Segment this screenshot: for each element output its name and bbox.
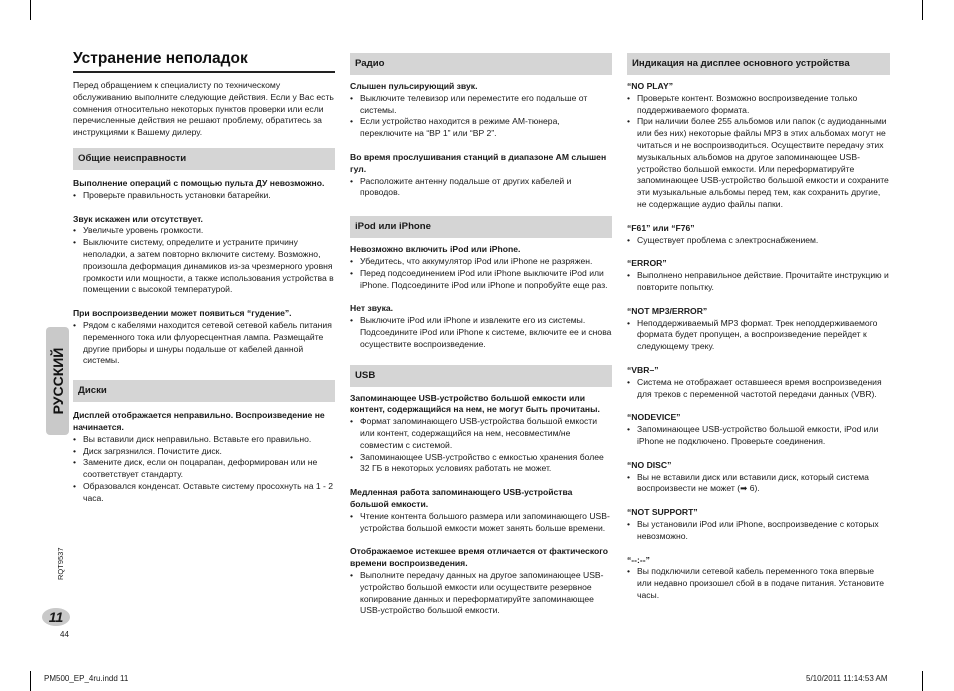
problem-title: “--:--”: [627, 554, 650, 565]
language-tab-label: РУССКИЙ: [49, 347, 66, 415]
section-discs: [73, 410, 335, 504]
solution-list: [627, 519, 890, 543]
problem-title: Запоминающее USB-устройство большой емкости или контент, содержащийся на нем, не могут быть прочитаны.: [350, 392, 600, 415]
problem-title: Медленная работа запоминающего USB-устройства большой емкости.: [350, 487, 573, 509]
section-heading-discs: Диски: [73, 380, 335, 402]
solution-list: [627, 270, 890, 294]
section-heading-usb: USB: [350, 365, 612, 387]
faq-item: [350, 546, 612, 617]
doc-code: RQT9537: [56, 547, 65, 580]
page-number: 11: [42, 608, 70, 626]
solution-list: [350, 511, 612, 535]
faq-item: [350, 303, 612, 350]
problem-title: “NO DISC”: [627, 459, 672, 470]
solution-item: • Проверьте контент. Возможно воспроизведение только поддерживаемого формата.: [627, 93, 890, 117]
solution-list: [627, 472, 890, 496]
faq-item: [627, 507, 890, 542]
column-1: [73, 80, 335, 505]
problem-title: Дисплей отображается неправильно. Воспроизведение не начинается.: [73, 410, 325, 432]
solution-list: [73, 434, 335, 505]
problem-title: “ERROR”: [627, 258, 667, 269]
language-tab: [46, 327, 69, 435]
crop-mark: [922, 671, 923, 691]
problem-title: Звук искажен или отсутствует.: [73, 213, 203, 224]
crop-mark: [922, 0, 923, 20]
solution-list: [73, 225, 335, 296]
solution-list: [350, 176, 612, 200]
footer-left: PM500_EP_4ru.indd 11: [44, 674, 129, 683]
solution-item: • Запоминающее USB-устройство с емкостью хранения более 32 ГБ в некоторых условиях работать не может.: [350, 452, 612, 476]
faq-item: [73, 308, 335, 367]
problem-title: “NO PLAY”: [627, 81, 674, 91]
solution-item: • Вы установили iPod или iPhone, воспроизведение с которых невозможно.: [627, 519, 890, 543]
solution-list: [627, 93, 890, 211]
solution-item: • Рядом с кабелями находится сетевой сетевой кабель питания переменного тока или флуоресцентная лампа. Размещайте другие приборы и шнуры подальше от кабелей данной системы.: [73, 320, 335, 367]
solution-item: • Вы не вставили диск или вставили диск, который система воспроизвести не может (➡ 6).: [627, 472, 890, 496]
faq-item: [350, 244, 612, 291]
solution-item: • Замените диск, если он поцарапан, деформирован или не соответствует стандарту.: [73, 457, 335, 481]
solution-item: • Выключите телевизор или переместите его подальше от системы.: [350, 93, 612, 117]
section-ipod: [350, 244, 612, 350]
faq-item: [73, 410, 335, 504]
solution-item: • Образовался конденсат. Оставьте систему просохнуть на 1 - 2 часа.: [73, 481, 335, 505]
problem-title: Выполнение операций с помощью пульта ДУ невозможно.: [73, 177, 325, 188]
problem-title: Невозможно включить iPod или iPhone.: [350, 244, 521, 255]
faq-item: [627, 223, 890, 247]
section-usb: [350, 393, 612, 618]
solution-item: • Увеличьте уровень громкости.: [73, 225, 335, 237]
solution-item: • Расположите антенну подальше от других кабелей и проводов.: [350, 176, 612, 200]
solution-item: • Вы вставили диск неправильно. Вставьте его правильно.: [73, 434, 335, 446]
page-small-number: 44: [60, 630, 69, 639]
problem-title: При воспроизведении может появиться “гудение”.: [73, 308, 292, 319]
faq-item: [73, 214, 335, 297]
solution-item: • Убедитесь, что аккумулятор iPod или iPhone не разряжен.: [350, 256, 612, 268]
solution-item: • Выключите систему, определите и устраните причину неполадки, а затем повторно включите систему. Возможно, произошла деформация динамиков из-за чрезмерного уровня громкости или мощности, а также использования устройства в помещении с высокой температурой.: [73, 237, 335, 296]
section-general: [73, 178, 335, 367]
solution-list: [627, 235, 890, 247]
solution-list: [350, 93, 612, 140]
faq-item: [350, 487, 612, 534]
solution-item: • Выключите iPod или iPhone и извлеките его из системы. Подсоедините iPod или iPhone к системе, включите ее и снова осуществите воспроизведение.: [350, 315, 612, 350]
solution-item: • Выполните передачу данных на другое запоминающее USB-устройство большой емкости или осуществите резервное копирование данных и переформатируйте запоминающее USB-устройство большой емкости.: [350, 570, 612, 617]
faq-item: [350, 393, 612, 476]
solution-item: • Существует проблема с электроснабжением.: [627, 235, 890, 247]
crop-mark: [30, 0, 31, 20]
faq-item: [350, 81, 612, 140]
section-radio: [350, 81, 612, 199]
solution-list: [73, 320, 335, 367]
solution-item: • Диск загрязнился. Почистите диск.: [73, 446, 335, 458]
solution-list: [350, 416, 612, 475]
problem-title: “NOT MP3/ERROR”: [627, 305, 708, 316]
faq-item: [627, 555, 890, 602]
footer-right: 5/10/2011 11:14:53 AM: [806, 674, 888, 683]
problem-title: Отображаемое истекшее время отличается от фактического времени воспроизведения.: [350, 546, 608, 569]
solution-item: • Вы подключили сетевой кабель переменного тока впервые или недавно произошел сбой в в подаче питания. Установите часы.: [627, 566, 890, 601]
solution-item: • Выполнено неправильное действие. Прочитайте инструкцию и повторите попытку.: [627, 270, 890, 294]
solution-list: [627, 318, 890, 353]
problem-title: “F61” или “F76”: [627, 222, 695, 233]
title-divider: [73, 71, 335, 73]
solution-item: • При наличии более 255 альбомов или папок (с аудиоданными или без них) некоторые файлы MP3 в этих альбомах могут не читаться и не воспроизводиться. Осуществите передачу этих музыкальных альбомов на другое запоминающее USB-устройство большой емкости. Или переформатируйте запоминающее USB-устройство большой емкости и сохраните эти музыкальные альбомы перед тем, как сохранить другие, не содержащие аудио файлы папки.: [627, 116, 890, 210]
intro-text: Перед обращением к специалисту по техническому обслуживанию выполните следующие действия. Если у Вас есть сомнения относительно некоторых пунктов проверки или если перечисленные действия не решают проблему, обратитесь за инструкциями к Вашему дилеру.: [73, 80, 334, 138]
page-title: Устранение неполадок: [73, 50, 248, 67]
solution-item: • Система не отображает оставшееся время воспроизведения для треков с переменной частотой передачи данных (VBR).: [627, 377, 890, 401]
solution-item: • Формат запоминающего USB-устройства большой емкости или контент, содержащийся на нем, несовместим/не совместим с системой.: [350, 416, 612, 451]
solution-item: • Проверьте правильность установки батарейки.: [73, 190, 335, 202]
solution-list: [627, 566, 890, 601]
faq-item: [627, 258, 890, 293]
problem-title: “NOT SUPPORT”: [627, 507, 698, 518]
solution-list: [350, 315, 612, 350]
section-display: [627, 81, 890, 602]
faq-item: [627, 306, 890, 353]
solution-list: [350, 256, 612, 291]
faq-item: [627, 365, 890, 400]
problem-title: Нет звука.: [350, 303, 394, 314]
faq-item: [73, 178, 335, 202]
problem-title: Во время прослушивания станций в диапазоне AM слышен гул.: [350, 151, 607, 174]
column-2: [350, 53, 612, 617]
section-heading-display: Индикация на дисплее основного устройства: [627, 53, 890, 75]
faq-item: [627, 460, 890, 495]
section-heading-general: Общие неисправности: [73, 148, 335, 170]
solution-list: [627, 424, 890, 448]
crop-mark: [30, 671, 31, 691]
faq-item: [627, 81, 890, 211]
solution-item: • Запоминающее USB-устройство большой емкости, iPod или iPhone не подключено. Проверьте соединения.: [627, 424, 890, 448]
solution-item: • Если устройство находится в режиме AM-тюнера, переключите на “BP 1” или “BP 2”.: [350, 116, 612, 140]
solution-list: [627, 377, 890, 401]
section-heading-ipod: iPod или iPhone: [350, 216, 612, 238]
problem-title: “VBR–”: [627, 364, 659, 375]
problem-title: Слышен пульсирующий звук.: [350, 81, 478, 91]
solution-item: • Неподдерживаемый MP3 формат. Трек неподдерживаемого формата будет пропущен, а воспроизведение перейдет к следующему треку.: [627, 318, 890, 353]
problem-title: “NODEVICE”: [627, 412, 681, 423]
solution-item: • Перед подсоединением iPod или iPhone выключите iPod или iPhone. Подсоедините iPod или iPhone и попробуйте еще раз.: [350, 268, 612, 292]
column-3: [627, 53, 890, 602]
faq-item: [627, 412, 890, 447]
solution-item: • Чтение контента большого размера или запоминающего USB-устройства большой емкости может занять больше времени.: [350, 511, 612, 535]
faq-item: [350, 152, 612, 199]
solution-list: [350, 570, 612, 617]
section-heading-radio: Радио: [350, 53, 612, 75]
solution-list: [73, 190, 335, 202]
